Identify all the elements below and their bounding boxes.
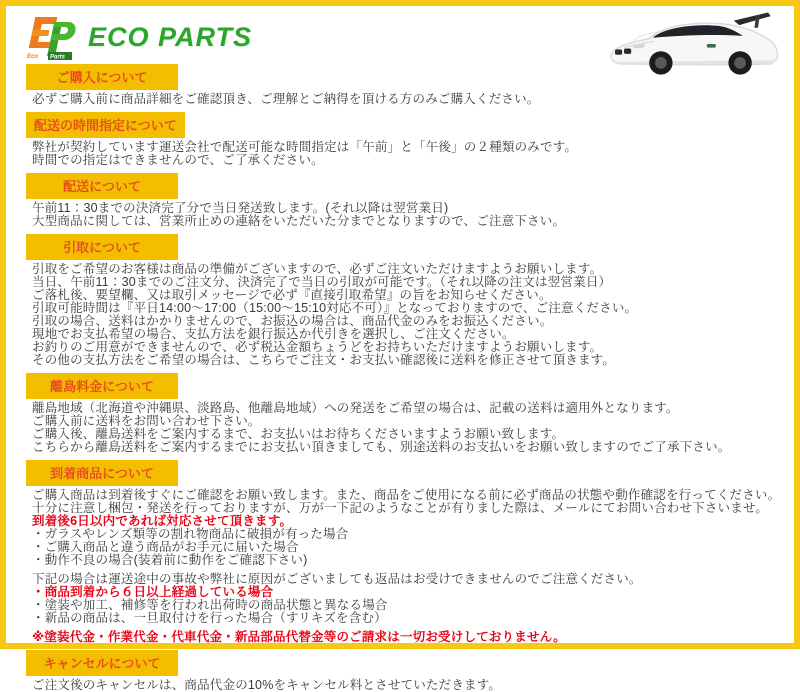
text-line: 引取の場合、送料はかかりませんので、お振込の場合は、商品代金のみをお振込ください。 xyxy=(32,314,553,328)
svg-text:Parts: Parts xyxy=(50,54,66,61)
logo-wordmark: ECO PARTS xyxy=(88,21,253,52)
text-line: 引取可能時間は『平日14:00～17:00（15:00～15:10対応不可）』となっておりますので、ご注意ください。 xyxy=(32,301,638,315)
car-image xyxy=(606,8,786,80)
text-line: ご落札後、要望欄、又は取引メッセージで必ず『直接引取希望』の旨をお知らせください。 xyxy=(32,288,552,302)
section-title: 到着商品について xyxy=(26,460,178,486)
section-title: 引取について xyxy=(26,234,178,260)
text-line: その他の支払方法をご希望の場合は、こちらでご注文・お支払い確認後に送料を修正させて頂きます。 xyxy=(32,353,616,367)
sections xyxy=(6,62,794,692)
section xyxy=(20,112,784,167)
section-title: キャンセルについて xyxy=(26,650,178,676)
text-line: こちらから離島送料をご案内するまでにお支払い頂きましても、別途送料のお支払いをお願い致しますのでご了承下さい。 xyxy=(32,440,731,454)
text-line: ご購入後、離島送料をご案内するまで、お支払いはお待ちくださいますようお願い致します。 xyxy=(32,427,565,441)
text-line: 大型商品に関しては、営業所止めの連絡をいただいた分までとなりますので、ご注意下さい。 xyxy=(32,214,566,228)
section-body xyxy=(20,263,784,367)
section-title: 配送の時間指定について xyxy=(26,112,185,138)
text-line: ご注文後のキャンセルは、商品代金の10%をキャンセル料とさせていただきます。 xyxy=(32,678,502,692)
section xyxy=(20,650,784,692)
text-line: ・動作不良の場合(装着前に動作をご確認下さい) xyxy=(32,553,308,567)
text-line: ・商品到着から６日以上経過している場合 xyxy=(32,585,274,599)
section-body xyxy=(20,141,784,167)
section-body xyxy=(20,489,784,644)
section xyxy=(20,173,784,228)
text-line: 引取をご希望のお客様は商品の準備がございますので、必ずご注文いただけますようお願いします。 xyxy=(32,262,603,276)
section xyxy=(20,234,784,367)
section-title: ご購入について xyxy=(26,64,178,90)
text-line: ・新品の商品は、一旦取付けを行った場合（すリキズを含む） xyxy=(32,611,387,625)
section-body xyxy=(20,93,784,106)
text-line: ご購入商品は到着後すぐにご確認をお願い致します。また、商品をご使用になる前に必ず商品の状態や動作確認を行ってください。 xyxy=(32,488,781,502)
text-line: ・塗装や加工、補修等を行われ出荷時の商品状態と異なる場合 xyxy=(32,598,388,612)
section-body xyxy=(20,202,784,228)
text-line: 時間での指定はできませんので、ご了承ください。 xyxy=(32,153,324,167)
text-line: ・ガラスやレンズ類等の割れ物商品に破損が有った場合 xyxy=(32,527,349,541)
section xyxy=(20,460,784,644)
text-line: 必ずご購入前に商品詳細をご確認頂き、ご理解とご納得を頂ける方のみご購入ください。 xyxy=(32,92,540,106)
text-line: 当日、午前11：30までのご注文分、決済完了で当日の引取が可能です。（それ以降の注文は翌営業日） xyxy=(32,275,612,289)
svg-text:Eco: Eco xyxy=(27,54,39,60)
eco-parts-logo-icon xyxy=(26,14,80,60)
text-line: ※塗装代金・作業代金・代車代金・新品部品代替金等のご請求は一切お受けしておりません。 xyxy=(32,630,566,644)
text-line: 到着後6日以内であれば対応させて頂きます。 xyxy=(32,514,293,528)
text-line: 下記の場合は運送途中の事故や弊社に原因がございましても返品はお受けできませんのでご注意ください。 xyxy=(32,572,642,586)
text-line: 離島地域（北海道や沖縄県、淡路島、他離島地域）への発送をご希望の場合は、記載の送料は適用外となります。 xyxy=(32,401,679,415)
text-line: 十分に注意し梱包・発送を行っておりますが、万が一下記のようなことが有りました際は、メールにてお問い合わせ下さいませ。 xyxy=(32,501,768,515)
section-title: 離島料金について xyxy=(26,373,178,399)
text-line: ご購入前に送料をお問い合わせ下さい。 xyxy=(32,414,261,428)
text-line: 午前11：30までの決済完了分で当日発送致します。(それ以降は翌営業日) xyxy=(32,201,449,215)
section-body xyxy=(20,679,784,692)
section xyxy=(20,373,784,454)
section-title: 配送について xyxy=(26,173,178,199)
text-line: ・ご購入商品と違う商品がお手元に届いた場合 xyxy=(32,540,299,554)
logo xyxy=(26,14,252,60)
text-line: 弊社が契約しています運送会社で配送可能な時間指定は「午前」と「午後」の２種類のみです。 xyxy=(32,140,578,154)
section-body xyxy=(20,402,784,454)
text-line: お釣りのご用意ができませんので、必ず税込金額ちょうどをお持ちいただけますようお願いします。 xyxy=(32,340,603,354)
page-header xyxy=(6,6,794,62)
text-line: 現地でお支払希望の場合、支払方法を銀行振込か代引きを選択し、ご注文ください。 xyxy=(32,327,515,341)
